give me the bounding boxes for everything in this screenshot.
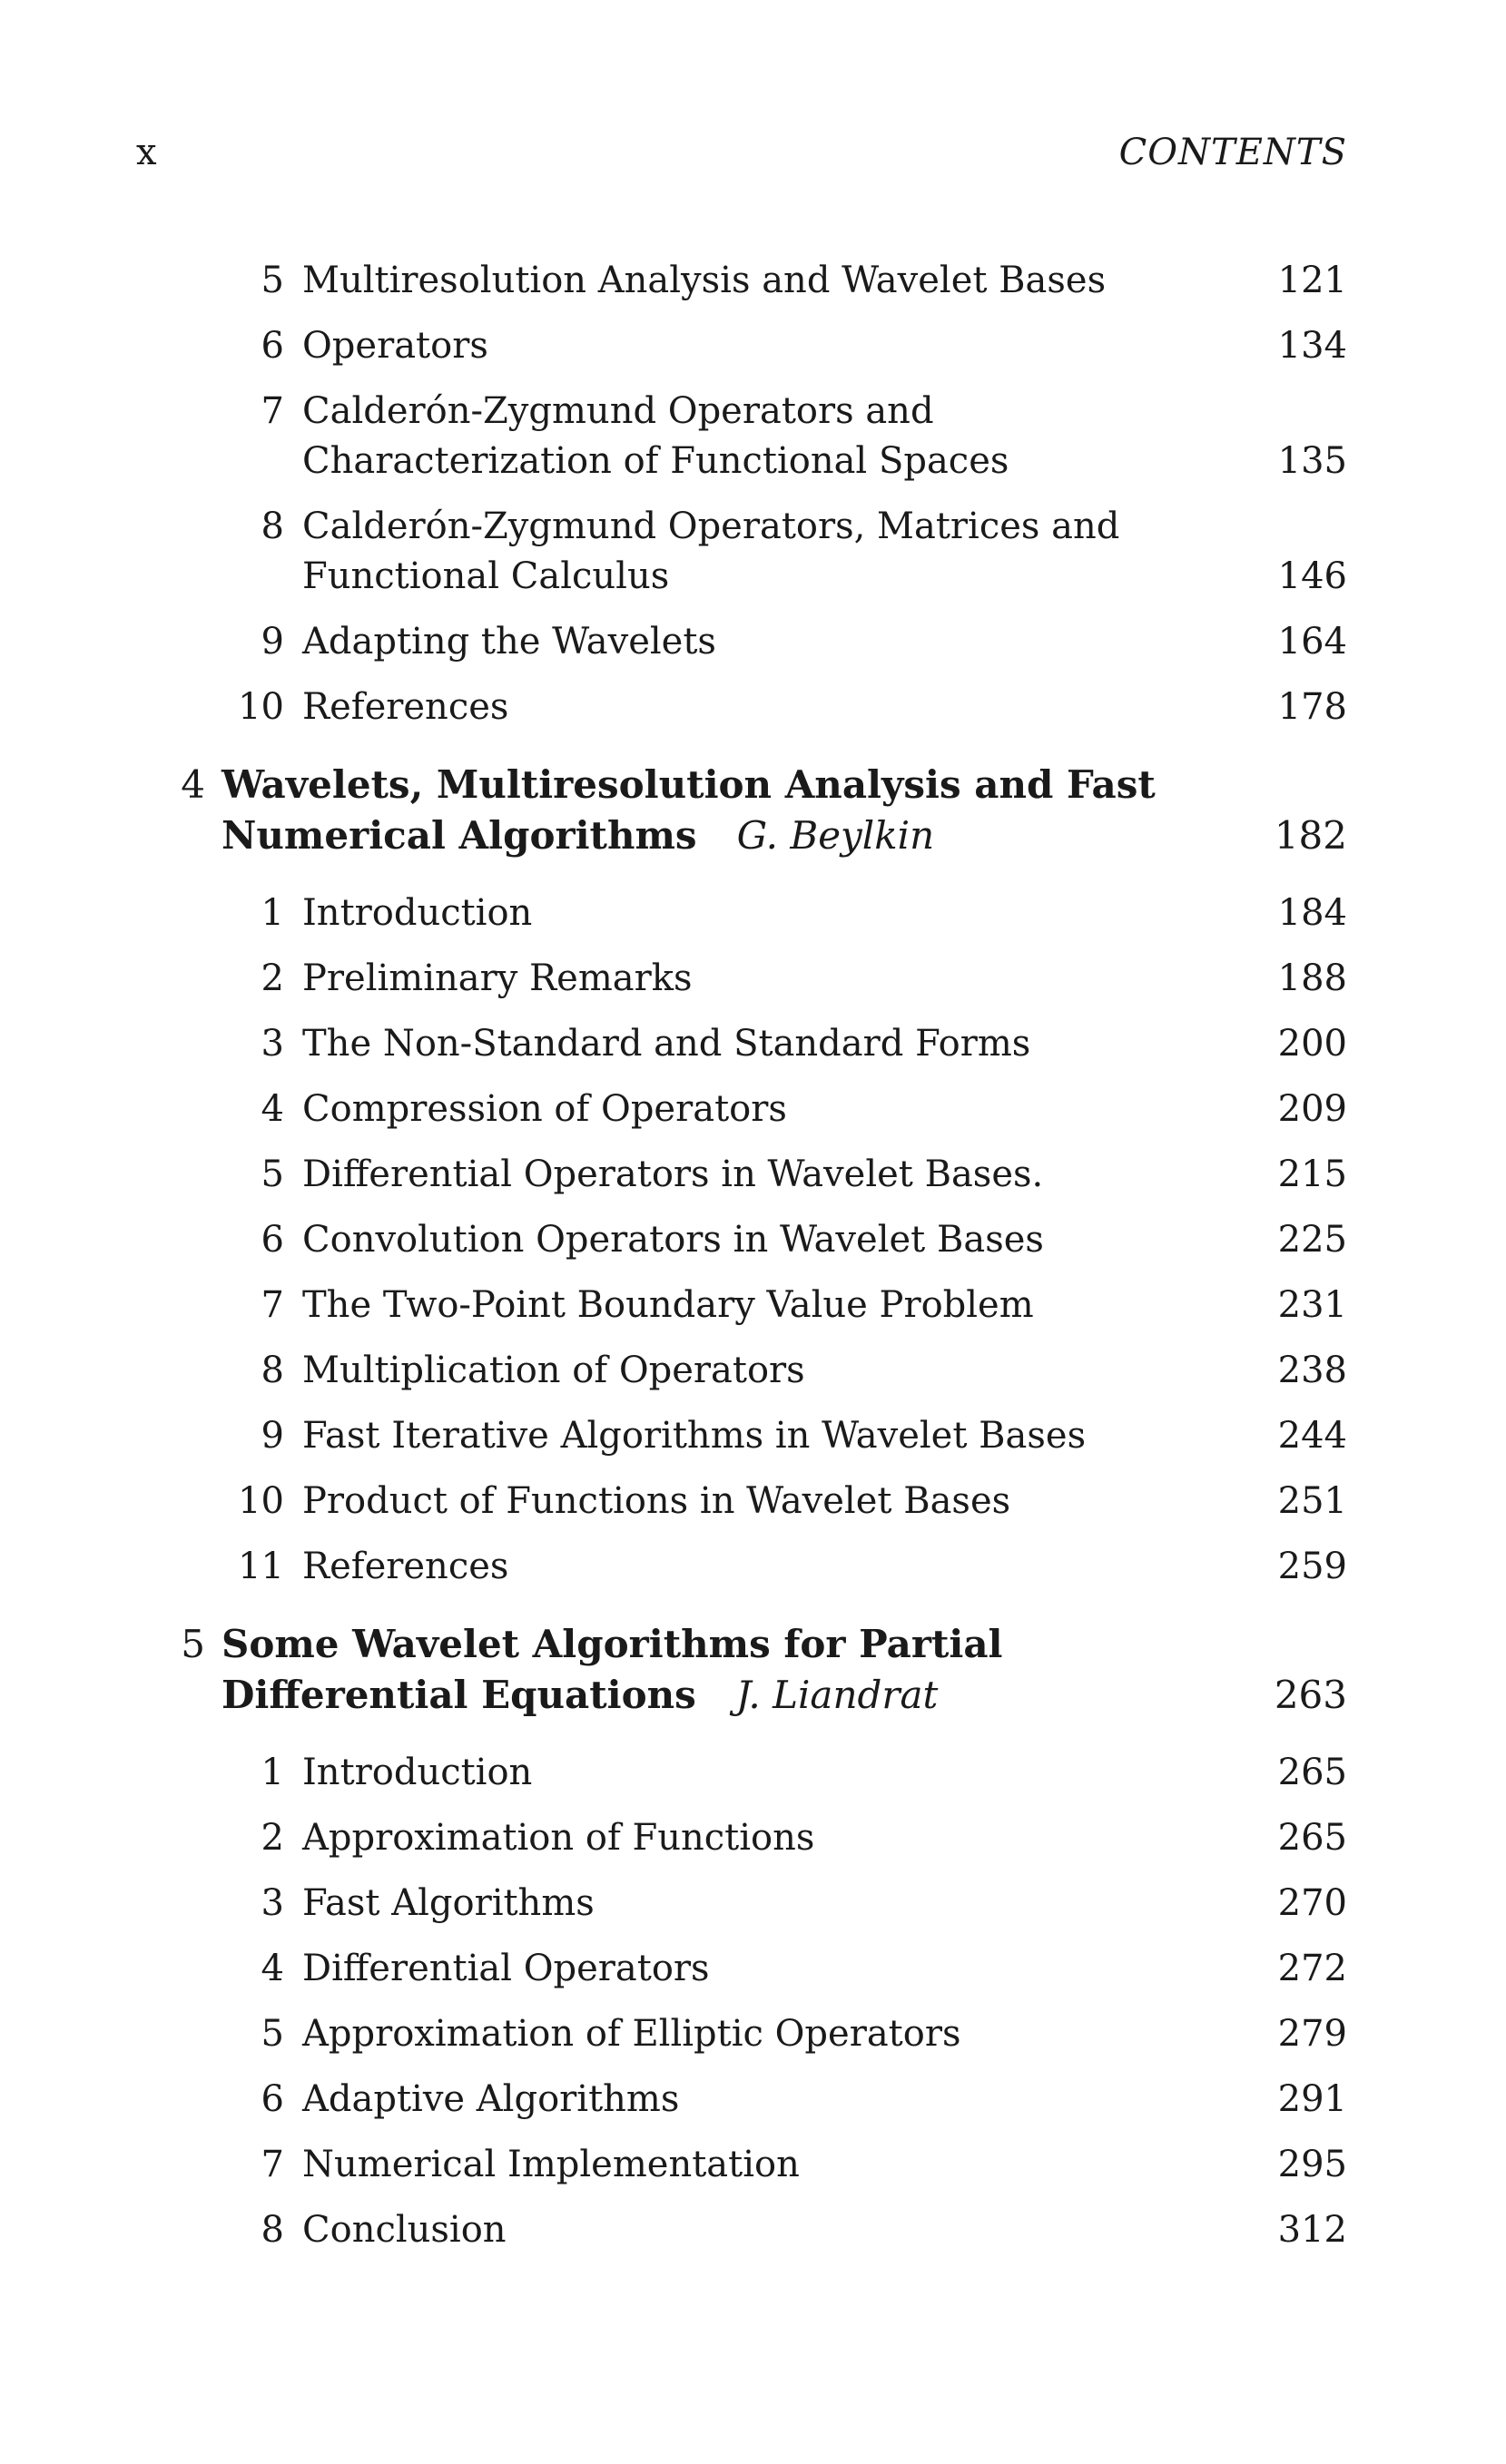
chapter-title: Wavelets, Multiresolution Analysis and Fast Numerical Algorithms <box>221 762 1156 858</box>
table-of-contents <box>136 256 1347 2271</box>
toc-entry[interactable] <box>136 1411 1347 1461</box>
section-page: 244 <box>1277 1415 1347 1457</box>
toc-entry[interactable] <box>136 888 1347 938</box>
chapter-number: 4 <box>181 762 205 807</box>
section-number: 7 <box>261 390 284 432</box>
section-number: 9 <box>261 1415 284 1457</box>
chapter-title: Some Wavelet Algorithms for Partial Differential Equations <box>221 1622 1003 1717</box>
section-title: Numerical Implementation <box>302 2144 800 2185</box>
section-number: 1 <box>261 892 284 934</box>
section-page: 312 <box>1277 2209 1347 2251</box>
section-number: 8 <box>261 506 284 547</box>
section-title: Introduction <box>302 892 533 934</box>
section-number: 9 <box>261 621 284 663</box>
section-page: 146 <box>1277 555 1347 597</box>
section-number: 10 <box>238 1480 284 1522</box>
section-title: References <box>302 686 509 728</box>
section-page: 134 <box>1277 325 1347 367</box>
section-page: 164 <box>1277 621 1347 663</box>
section-number: 7 <box>261 1284 284 1326</box>
section-title: Product of Functions in Wavelet Bases <box>302 1480 1011 1522</box>
section-title: The Two-Point Boundary Value Problem <box>302 1284 1034 1326</box>
section-title: Introduction <box>302 1752 533 1793</box>
chapter-heading[interactable] <box>136 760 1347 861</box>
toc-entry[interactable] <box>136 387 1347 486</box>
toc-entry[interactable] <box>136 954 1347 1004</box>
toc-entry[interactable] <box>136 1944 1347 1994</box>
section-title: Differential Operators in Wavelet Bases. <box>302 1153 1044 1195</box>
section-title: References <box>302 1546 509 1587</box>
chapter-heading[interactable] <box>136 1619 1347 1721</box>
toc-entry[interactable] <box>136 1879 1347 1929</box>
section-title: Fast Algorithms <box>302 1882 595 1924</box>
section-title: Preliminary Remarks <box>302 957 693 999</box>
toc-entry[interactable] <box>136 1215 1347 1265</box>
section-number: 5 <box>261 2013 284 2055</box>
chapter-page: 263 <box>1274 1673 1347 1717</box>
section-page: 188 <box>1277 957 1347 999</box>
toc-entry[interactable] <box>136 2075 1347 2125</box>
toc-entry[interactable] <box>136 682 1347 732</box>
section-page: 291 <box>1277 2078 1347 2120</box>
section-number: 6 <box>261 1219 284 1261</box>
section-title: Conclusion <box>302 2209 507 2251</box>
section-title: Compression of Operators <box>302 1088 787 1130</box>
section-title: Calderón-Zygmund Operators and Characterization of Functional Spaces <box>302 390 1009 482</box>
section-number: 4 <box>261 1088 284 1130</box>
section-title: Adapting the Wavelets <box>302 621 716 663</box>
section-number: 3 <box>261 1023 284 1065</box>
chapter-title-block <box>221 1619 1256 1721</box>
section-title: Differential Operators <box>302 1948 710 1989</box>
toc-entry[interactable] <box>136 1542 1347 1592</box>
toc-entry[interactable] <box>136 1813 1347 1863</box>
section-number: 6 <box>261 2078 284 2120</box>
section-number: 6 <box>261 325 284 367</box>
toc-entry[interactable] <box>136 502 1347 602</box>
section-page: 272 <box>1277 1948 1347 1989</box>
toc-entry[interactable] <box>136 2009 1347 2059</box>
section-page: 200 <box>1277 1023 1347 1065</box>
toc-entry[interactable] <box>136 1477 1347 1527</box>
section-page: 225 <box>1277 1219 1347 1261</box>
section-page: 135 <box>1277 440 1347 482</box>
section-title: Multiresolution Analysis and Wavelet Bases <box>302 260 1107 301</box>
page-number: x <box>136 132 157 173</box>
section-number: 8 <box>261 1350 284 1391</box>
section-page: 215 <box>1277 1153 1347 1195</box>
section-number: 5 <box>261 260 284 301</box>
chapter-author: J. Liandrat <box>735 1673 939 1717</box>
chapter-number: 5 <box>181 1622 205 1666</box>
section-title: Calderón-Zygmund Operators, Matrices and Functional Calculus <box>302 506 1120 597</box>
section-title: The Non-Standard and Standard Forms <box>302 1023 1031 1065</box>
section-title: Multiplication of Operators <box>302 1350 805 1391</box>
section-title: Operators <box>302 325 488 367</box>
section-number: 4 <box>261 1948 284 1989</box>
toc-entry[interactable] <box>136 1150 1347 1200</box>
toc-entry[interactable] <box>136 2140 1347 2190</box>
section-title: Adaptive Algorithms <box>302 2078 680 2120</box>
toc-entry[interactable] <box>136 1346 1347 1396</box>
section-title: Approximation of Elliptic Operators <box>302 2013 961 2055</box>
section-number: 1 <box>261 1752 284 1793</box>
toc-entry[interactable] <box>136 1748 1347 1798</box>
section-page: 265 <box>1277 1752 1347 1793</box>
toc-entry[interactable] <box>136 2205 1347 2255</box>
section-number: 8 <box>261 2209 284 2251</box>
toc-entry[interactable] <box>136 1281 1347 1330</box>
chapter-title-block <box>221 760 1256 861</box>
section-page: 279 <box>1277 2013 1347 2055</box>
section-page: 259 <box>1277 1546 1347 1587</box>
section-title: Fast Iterative Algorithms in Wavelet Bases <box>302 1415 1087 1457</box>
section-number: 3 <box>261 1882 284 1924</box>
chapter-author: G. Beylkin <box>736 813 935 858</box>
section-page: 238 <box>1277 1350 1347 1391</box>
section-title: Approximation of Functions <box>302 1817 815 1859</box>
section-number: 11 <box>238 1546 284 1587</box>
section-number: 5 <box>261 1153 284 1195</box>
section-page: 184 <box>1277 892 1347 934</box>
section-page: 121 <box>1277 260 1347 301</box>
toc-entry[interactable] <box>136 617 1347 667</box>
chapter-page: 182 <box>1274 813 1347 858</box>
section-number: 2 <box>261 957 284 999</box>
section-number: 7 <box>261 2144 284 2185</box>
page-header <box>136 125 1347 180</box>
section-number: 10 <box>238 686 284 728</box>
section-page: 265 <box>1277 1817 1347 1859</box>
toc-entry[interactable] <box>136 321 1347 371</box>
section-title: Convolution Operators in Wavelet Bases <box>302 1219 1044 1261</box>
section-number: 2 <box>261 1817 284 1859</box>
section-page: 209 <box>1277 1088 1347 1130</box>
section-page: 251 <box>1277 1480 1347 1522</box>
section-page: 270 <box>1277 1882 1347 1924</box>
toc-entry[interactable] <box>136 1019 1347 1069</box>
toc-entry[interactable] <box>136 256 1347 306</box>
section-page: 295 <box>1277 2144 1347 2185</box>
toc-entry[interactable] <box>136 1085 1347 1134</box>
section-page: 178 <box>1277 686 1347 728</box>
section-page: 231 <box>1277 1284 1347 1326</box>
running-head: CONTENTS <box>1118 132 1347 173</box>
